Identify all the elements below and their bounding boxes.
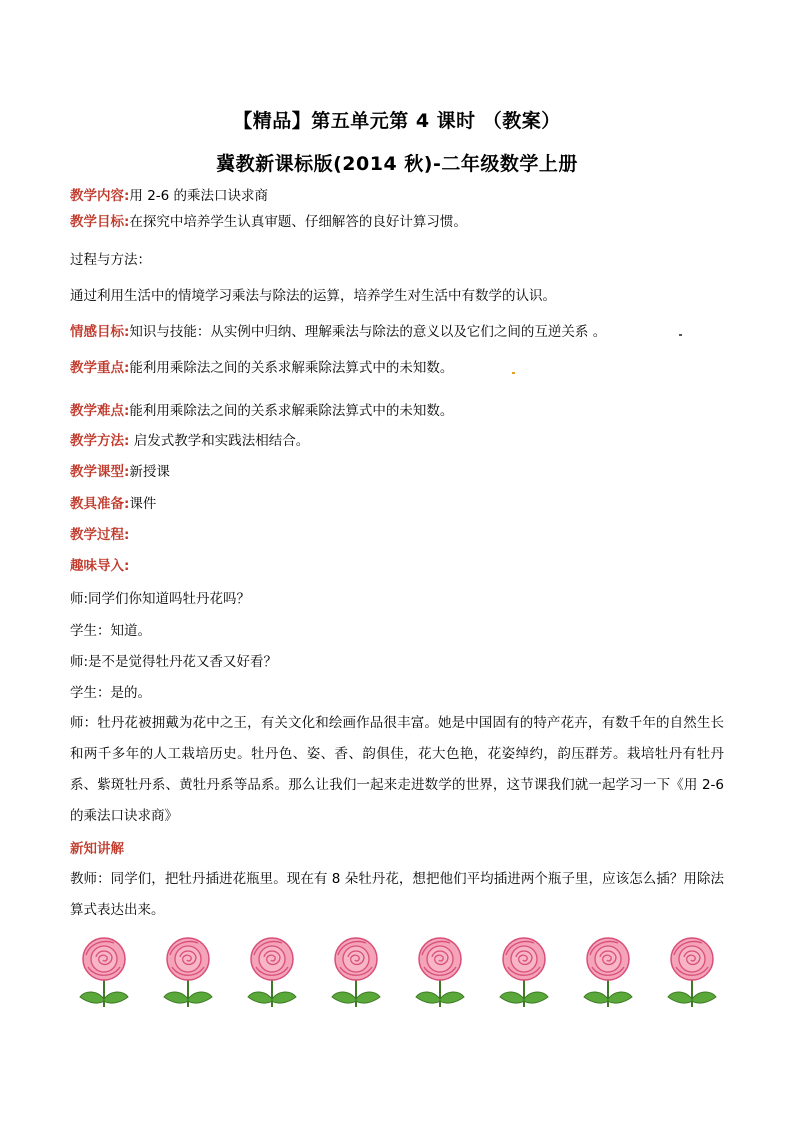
dialogue-line [70, 652, 277, 672]
line-text: 用 2-6 的乘法口诀求商 [129, 188, 269, 204]
peony-flower-icon [410, 935, 470, 1011]
document-subtitle: 冀教新课标版(2014 秋)-二年级数学上册 [216, 153, 578, 175]
peony-flower-row [70, 935, 720, 1015]
line-label: 教学难点: [70, 403, 130, 419]
key-point-line [70, 358, 453, 378]
line-text: 师:是不是觉得牡丹花又香又好看？ [70, 654, 278, 670]
peony-flower-icon [242, 935, 302, 1011]
line-label: 教学目标: [70, 214, 130, 230]
emotion-goal-line [70, 322, 606, 342]
dialogue-line [70, 589, 250, 609]
peony-paragraph: 师：牡丹花被拥戴为花中之王，有关文化和绘画作品很丰富。她是中国固有的特产花卉，有数千年的自然生长和两千多年的人工栽培历史。牡丹色、姿、香、韵俱佳，花大色艳，花姿绰约，韵压群芳。栽培牡丹有牡丹系、紫斑牡丹系、黄牡丹系等品系。那么让我们一起来走进数学的世界，这节课我们就一起学习一下《用 2-6 的乘法口诀求商》 [70, 715, 724, 824]
line-label: 教学重点: [70, 360, 130, 376]
stray-dot [679, 334, 682, 336]
line-label: 教具准备: [70, 496, 130, 512]
intro-heading [70, 556, 129, 576]
line-label: 教学方法: [70, 433, 130, 449]
dialogue-line [70, 683, 151, 703]
line-text: 师:同学们你知道吗牡丹花吗？ [70, 591, 251, 607]
line-text: 课件 [129, 496, 157, 512]
teaching-content-line [70, 186, 268, 206]
line-label: 教学过程: [70, 527, 130, 543]
peony-flower-icon [494, 935, 554, 1011]
line-label: 教学内容: [70, 188, 130, 204]
tools-line [70, 494, 156, 514]
peony-flower-icon [662, 935, 722, 1011]
line-label: 情感目标: [70, 324, 130, 340]
process-text-line [70, 286, 556, 306]
line-text: 学生：知道。 [70, 623, 151, 639]
stray-dot [512, 372, 515, 374]
process-method-line [70, 250, 151, 270]
process-heading [70, 525, 129, 545]
line-text: 启发式教学和实践法相结合。 [129, 433, 310, 449]
dialogue-line [70, 621, 151, 641]
method-line [70, 431, 309, 451]
line-text: 能利用乘除法之间的关系求解乘除法算式中的未知数。 [129, 360, 454, 376]
line-text: 知识与技能：从实例中归纳、理解乘法与除法的意义以及它们之间的互逆关系 。 [129, 324, 607, 340]
line-text: 能利用乘除法之间的关系求解乘除法算式中的未知数。 [129, 403, 454, 419]
new-knowledge-heading [70, 839, 124, 859]
line-text: 在探究中培养学生认真审题、仔细解答的良好计算习惯。 [129, 214, 467, 230]
peony-flower-icon [158, 935, 218, 1011]
line-label: 教学课型: [70, 464, 130, 480]
difficulty-line [70, 401, 453, 421]
line-text: 新授课 [129, 464, 170, 480]
line-label: 新知讲解 [70, 841, 124, 857]
line-label: 趣味导入: [70, 558, 130, 574]
peony-flower-icon [578, 935, 638, 1011]
peony-flower-icon [326, 935, 386, 1011]
line-text: 学生：是的。 [70, 685, 151, 701]
peony-flower-icon [74, 935, 134, 1011]
document-title: 【精品】第五单元第 4 课时 （教案） [233, 110, 561, 132]
teaching-goal-line [70, 212, 467, 232]
line-text: 通过利用生活中的情境学习乘法与除法的运算，培养学生对生活中有数学的认识。 [70, 288, 556, 304]
line-text: 过程与方法： [70, 252, 151, 268]
teacher-question-paragraph: 教师：同学们，把牡丹插进花瓶里。现在有 8 朵牡丹花，想把他们平均插进两个瓶子里，应该怎么插？用除法算式表达出来。 [70, 871, 724, 918]
lesson-type-line [70, 462, 170, 482]
